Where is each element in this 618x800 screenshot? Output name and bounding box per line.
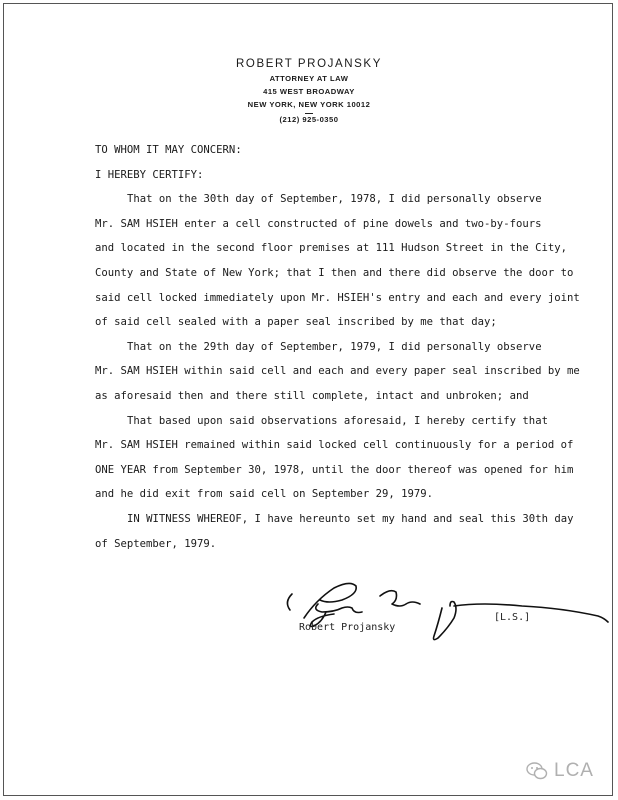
body-line: and located in the second floor premises at 111 Hudson Street in the City, xyxy=(95,242,567,255)
body-line: Mr. SAM HSIEH enter a cell constructed of pine dowels and two-by-fours xyxy=(95,217,542,230)
certify-heading: I HEREBY CERTIFY: xyxy=(95,168,204,181)
signature-name: Robert Projansky xyxy=(299,622,396,633)
body-line: Mr. SAM HSIEH within said cell and each and every paper seal inscribed by me xyxy=(95,365,580,378)
body-line: That based upon said observations aforesaid, I hereby certify that xyxy=(127,414,548,427)
body-line: That on the 29th day of September, 1979, I did personally observe xyxy=(127,340,542,353)
letterhead-city: NEW YORK, NEW YORK 10012 xyxy=(247,100,371,109)
watermark-text: LCA xyxy=(554,760,594,781)
body-line: and he did exit from said cell on September 29, 1979. xyxy=(95,488,434,501)
letterhead-name: ROBERT PROJANSKY xyxy=(236,58,382,70)
body-line: Mr. SAM HSIEH remained within said locked cell continuously for a period of xyxy=(95,439,574,452)
body-line: of September, 1979. xyxy=(95,537,217,550)
letterhead-rule xyxy=(305,113,313,114)
letterhead-street: 415 WEST BROADWAY xyxy=(263,87,355,96)
body-line: as aforesaid then and there still complete, intact and unbroken; and xyxy=(95,389,529,402)
body-line: ONE YEAR from September 30, 1978, until the door thereof was opened for him xyxy=(95,463,574,476)
salutation: TO WHOM IT MAY CONCERN: xyxy=(95,144,242,156)
watermark xyxy=(526,760,594,782)
seal-mark: [L.S.] xyxy=(494,612,531,623)
body-line: of said cell sealed with a paper seal inscribed by me that day; xyxy=(95,316,497,329)
body-line: That on the 30th day of September, 1978, I did personally observe xyxy=(127,193,542,206)
letterhead xyxy=(0,58,618,124)
handwritten-signature xyxy=(282,578,612,648)
wechat-icon xyxy=(526,761,548,781)
body-line: said cell locked immediately upon Mr. HSIEH's entry and each and every joint xyxy=(95,291,580,304)
letterhead-phone: (212) 925-0350 xyxy=(279,115,339,124)
body-line: IN WITNESS WHEREOF, I have hereunto set my hand and seal this 30th day xyxy=(127,512,574,525)
body-line: County and State of New York; that I then and there did observe the door to xyxy=(95,266,574,279)
letterhead-title: ATTORNEY AT LAW xyxy=(269,74,349,83)
letter-body xyxy=(95,138,580,556)
